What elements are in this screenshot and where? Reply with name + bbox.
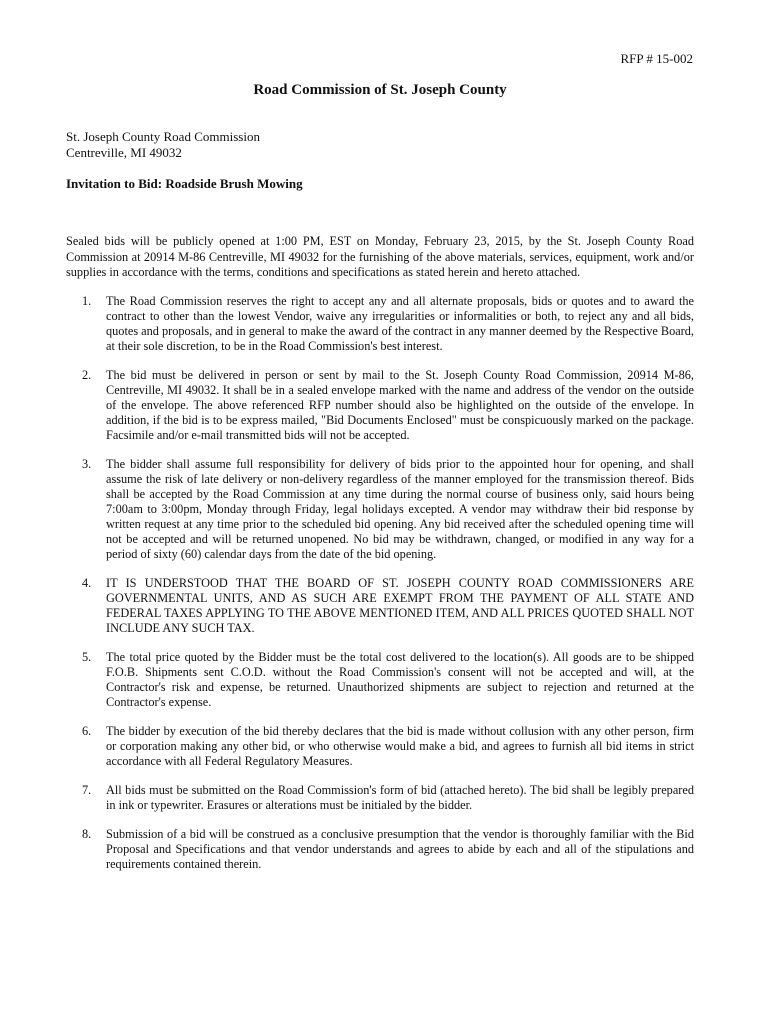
item-number: 8. <box>82 827 92 841</box>
item-number: 2. <box>82 368 92 382</box>
item-number: 7. <box>82 783 92 797</box>
item-text: The total price quoted by the Bidder must be the total cost delivered to the location(s). All goods are to be shipped F.O.B. Shipments sent C.O.D. without the Road Commission's consent will not be accepted and will, at the Contractor's risk and expense, be returned. Unauthorized shipments are subject to rejection and returned at the Contractor's expense. <box>106 650 694 709</box>
address-line-1: St. Joseph County Road Commission <box>66 129 260 144</box>
terms-list <box>66 294 694 886</box>
list-item <box>66 650 694 710</box>
intro-paragraph: Sealed bids will be publicly opened at 1:00 PM, EST on Monday, February 23, 2015, by the St. Joseph County Road Commission at 20914 M-86 Centreville, MI 49032 for the furnishing of the above materials, services, equipment, work and/or supplies in accordance with the terms, conditions and specifications as stated herein and hereto attached. <box>66 234 694 280</box>
item-text: All bids must be submitted on the Road Commission's form of bid (attached hereto). The bid shall be legibly prepared in ink or typewriter. Erasures or alterations must be initialed by the bidder. <box>106 783 694 812</box>
item-text: Submission of a bid will be construed as a conclusive presumption that the vendor is thoroughly familiar with the Bid Proposal and Specifications and that vendor understands and agrees to abide by each and all of the stipulations and requirements contained therein. <box>106 827 694 871</box>
item-text: The bidder shall assume full responsibility for delivery of bids prior to the appointed hour for opening, and shall assume the risk of late delivery or non-delivery regardless of the manner employed for the transmission thereof. Bids shall be accepted by the Road Commission at any time during the normal course of business only, said hours being 7:00am to 3:00pm, Monday through Friday, legal holidays excepted. A vendor may withdraw their bid response by written request at any time prior to the scheduled bid opening. Any bid received after the scheduled opening time will not be accepted and will be returned unopened. No bid may be withdrawn, changed, or modified in any way for a period of sixty (60) calendar days from the date of the bid opening. <box>106 457 694 561</box>
list-item <box>66 827 694 872</box>
item-text: The Road Commission reserves the right to accept any and all alternate proposals, bids or quotes and to award the contract to other than the lowest Vendor, waive any irregularities or informalities or both, to reject any and all bids, quotes and proposals, and in general to make the award of the contract in any manner deemed by the Respective Board, at their sole discretion, to be in the Road Commission's best interest. <box>106 294 694 353</box>
rfp-number: RFP # 15-002 <box>620 51 693 66</box>
address-line-2: Centreville, MI 49032 <box>66 145 182 160</box>
item-text: IT IS UNDERSTOOD THAT THE BOARD OF ST. JOSEPH COUNTY ROAD COMMISSIONERS ARE GOVERNMENTAL UNITS, AND AS SUCH ARE EXEMPT FROM THE PAYMENT OF ALL STATE AND FEDERAL TAXES APPLYING TO THE ABOVE MENTIONED ITEM, AND ALL PRICES QUOTED SHALL NOT INCLUDE ANY SUCH TAX. <box>106 576 694 635</box>
item-number: 4. <box>82 576 92 590</box>
document-title: Road Commission of St. Joseph County <box>253 82 507 98</box>
item-number: 3. <box>82 457 92 471</box>
list-item <box>66 576 694 636</box>
item-number: 6. <box>82 724 92 738</box>
list-item <box>66 457 694 562</box>
list-item <box>66 783 694 813</box>
item-number: 5. <box>82 650 92 664</box>
address-block <box>66 129 260 161</box>
list-item <box>66 724 694 769</box>
invitation-heading: Invitation to Bid: Roadside Brush Mowing <box>66 176 303 191</box>
list-item <box>66 368 694 443</box>
list-item <box>66 294 694 354</box>
item-number: 1. <box>82 294 92 308</box>
item-text: The bid must be delivered in person or sent by mail to the St. Joseph County Road Commission, 20914 M-86, Centreville, MI 49032. It shall be in a sealed envelope marked with the name and address of the vendor on the outside of the envelope. The above referenced RFP number should also be highlighted on the outside of the envelope. In addition, if the bid is to be express mailed, "Bid Documents Enclosed" must be conspicuously marked on the package. Facsimile and/or e-mail transmitted bids will not be accepted. <box>106 368 694 442</box>
item-text: The bidder by execution of the bid thereby declares that the bid is made without collusion with any other person, firm or corporation making any other bid, or who otherwise would make a bid, and agrees to furnish all bid items in strict accordance with all Federal Regulatory Measures. <box>106 724 694 768</box>
